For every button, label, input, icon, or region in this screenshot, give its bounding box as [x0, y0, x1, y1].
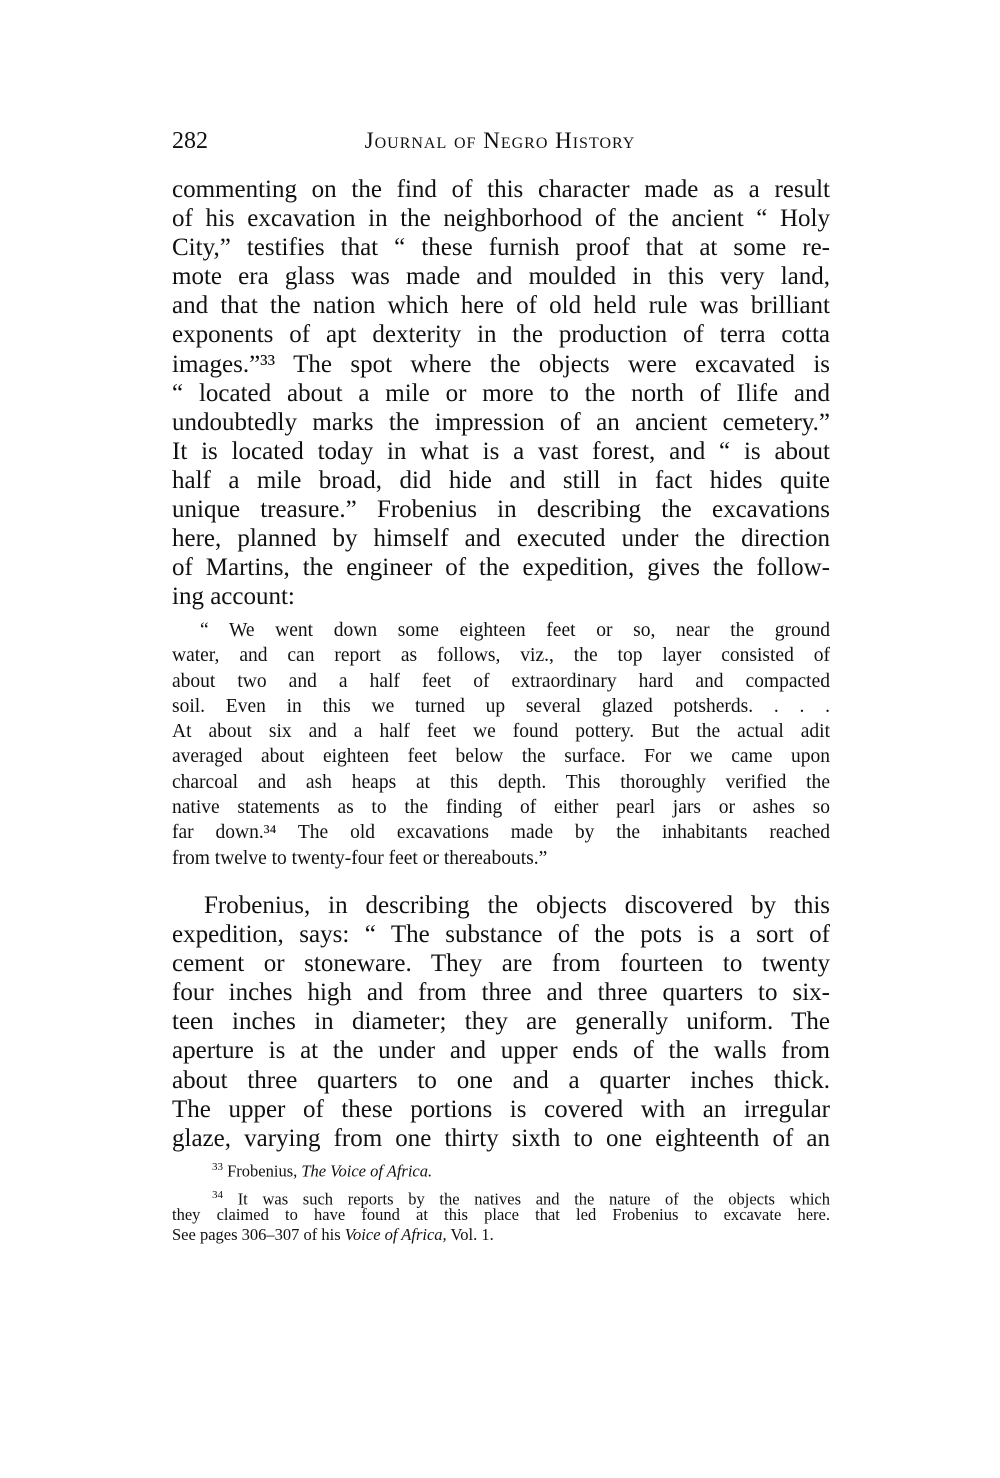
text-line: native statements as to the finding of either pearl jars or ashes so — [172, 797, 830, 819]
footnote-text: See pages 306–307 of his — [172, 1225, 345, 1244]
text-line: of his excavation in the neighborhood of the ancient “ Holy — [172, 205, 830, 233]
text-line: half a mile broad, did hide and still in fact hides quite — [172, 466, 830, 494]
footnote-mark: 33 — [212, 1161, 223, 1173]
footnote-34-line-1 — [172, 1185, 830, 1209]
footnote-34-line-3 — [172, 1225, 830, 1245]
footnote-title: The Voice of Africa. — [301, 1161, 433, 1181]
text-line: and that the nation which here of old held rule was brilliant — [172, 292, 830, 320]
text-line: City,” testifies that “ these furnish proof that at some re- — [172, 234, 830, 262]
text-line: far down.³⁴ The old excavations made by the inhabitants reached — [172, 822, 830, 844]
text-line: It is located today in what is a vast forest, and “ is about — [172, 437, 830, 465]
text-line: soil. Even in this we turned up several glazed potsherds. . . . — [172, 695, 830, 717]
text-line: here, planned by himself and executed under the direction — [172, 525, 830, 553]
footnote-mark: 34 — [212, 1189, 223, 1201]
footnote-title: Voice of Africa, — [344, 1225, 447, 1244]
text-line: The upper of these portions is covered with an irregular — [172, 1095, 830, 1123]
text-line: ing account: — [172, 583, 295, 611]
footnote-text: Vol. 1. — [446, 1225, 494, 1244]
text-line: averaged about eighteen feet below the surface. For we came upon — [172, 746, 830, 768]
text-line: images.”³³ The spot where the objects were excavated is — [172, 350, 830, 378]
text-line: exponents of apt dexterity in the production of terra cotta — [172, 321, 830, 349]
footnote-text: Frobenius, — [227, 1161, 302, 1181]
paragraph-1 — [172, 175, 830, 611]
text-line: “ located about a mile or more to the north of Ilife and — [172, 379, 830, 407]
page-number: 282 — [172, 128, 208, 154]
text-line: water, and can report as follows, viz., the top layer consisted of — [172, 645, 830, 667]
text-line: cement or stoneware. They are from fourteen to twenty — [172, 950, 830, 978]
footnote-text: It was such reports by the natives and the nature of the objects which — [237, 1189, 830, 1209]
block-quote — [172, 618, 830, 871]
text-line: teen inches in diameter; they are generally uniform. The — [172, 1008, 830, 1036]
text-line: “ We went down some eighteen feet or so, near the ground — [200, 620, 830, 641]
footnote-33 — [172, 1157, 830, 1181]
footnotes — [172, 1157, 830, 1245]
text-line: Frobenius, in describing the objects discovered by this — [204, 892, 830, 919]
footnote-34-line-2: they claimed to have found at this place that led Frobenius to excavate here. — [172, 1205, 830, 1224]
text-line: about two and a half feet of extraordinary hard and compacted — [172, 670, 830, 692]
text-line: aperture is at the under and upper ends of the walls from — [172, 1037, 830, 1065]
text-line: about three quarters to one and a quarter inches thick. — [172, 1066, 830, 1094]
text-line: four inches high and from three and three quarters to six- — [172, 979, 830, 1007]
text-line: unique treasure.” Frobenius in describing the excavations — [172, 496, 830, 524]
text-line: commenting on the find of this character made as a result — [172, 176, 830, 203]
text-line: expedition, says: “ The substance of the pots is a sort of — [172, 921, 830, 949]
text-line: At about six and a half feet we found pottery. But the actual adit — [172, 721, 830, 743]
text-line: glaze, varying from one thirty sixth to one eighteenth of an — [172, 1124, 830, 1152]
text-line: mote era glass was made and moulded in this very land, — [172, 263, 830, 291]
running-title: Journal of Negro History — [364, 128, 636, 153]
text-line: charcoal and ash heaps at this depth. This thoroughly verified the — [172, 771, 830, 793]
paragraph-2 — [172, 891, 830, 1153]
text-line: of Martins, the engineer of the expedition, gives the follow- — [172, 554, 830, 582]
text-line: undoubtedly marks the impression of an ancient cemetery.” — [172, 408, 830, 436]
text-line: from twelve to twenty-four feet or thereabouts.” — [172, 847, 548, 869]
